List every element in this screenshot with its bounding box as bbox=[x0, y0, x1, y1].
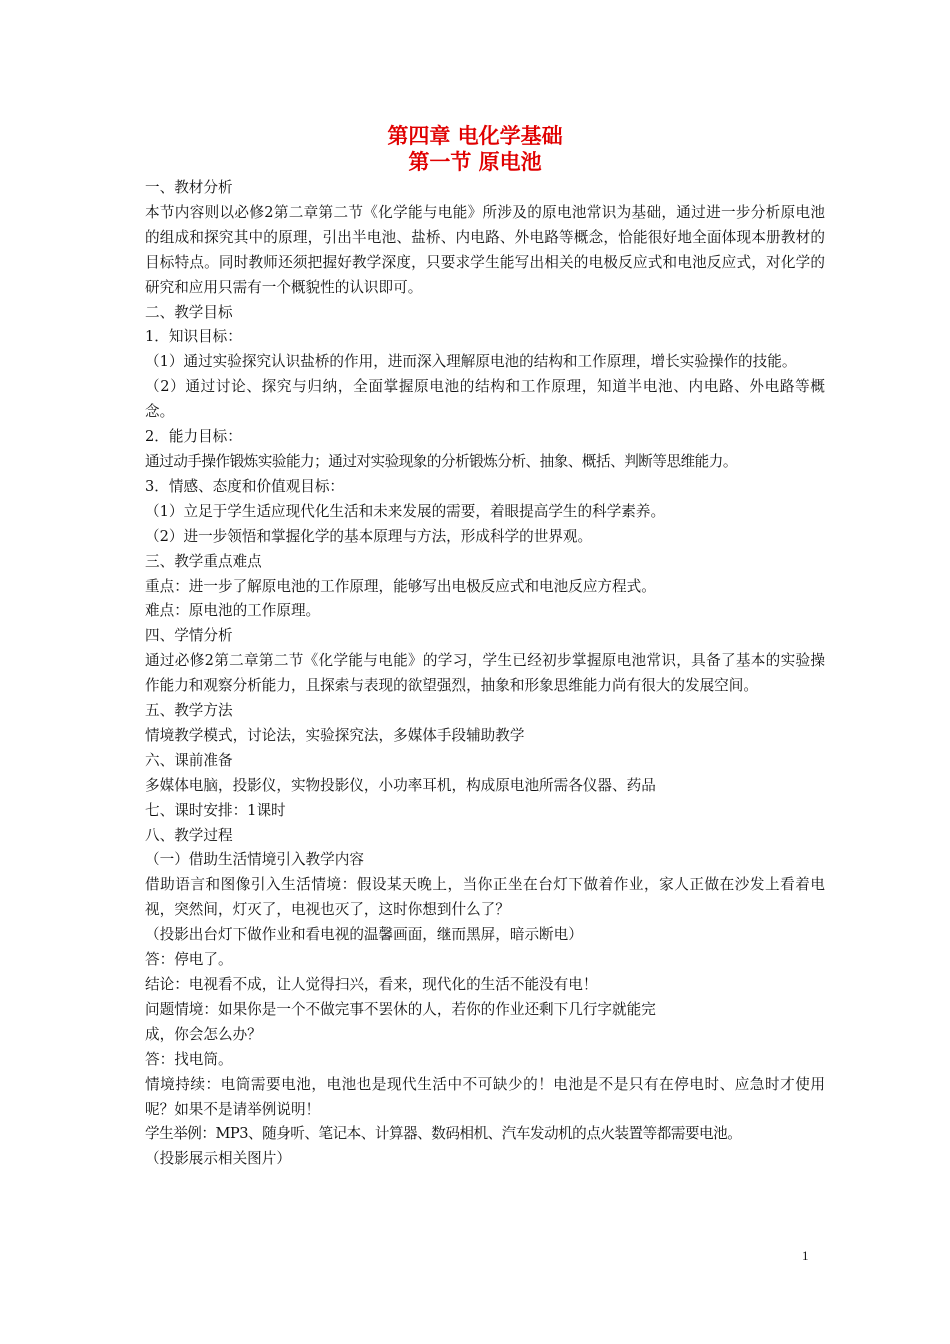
paragraph: 一、教材分析 bbox=[145, 179, 233, 196]
section-title: 第一节 原电池 bbox=[408, 150, 542, 174]
paragraph: 借助语言和图像引入生活情境：假设某天晚上，当你正坐在台灯下做着作业，家人正做在沙发上看着电视，突然间，灯灭了，电视也灭了，这时你想到什么了？ bbox=[145, 876, 825, 919]
paragraph: 通过动手操作锻炼实验能力；通过对实验现象的分析锻炼分析、抽象、概括、判断等思维能力。 bbox=[145, 452, 737, 470]
paragraph: 学生举例：MP3、随身听、笔记本、计算器、数码相机、汽车发动机的点火装置等都需要电池。 bbox=[145, 1125, 742, 1143]
paragraph: 问题情境：如果你是一个不做完事不罢休的人，若你的作业还剩下几行字就能完 bbox=[145, 1000, 656, 1018]
paragraph: 1．知识目标： bbox=[145, 328, 242, 346]
paragraph: 答：停电了。 bbox=[145, 951, 233, 969]
paragraph: 多媒体电脑，投影仪，实物投影仪，小功率耳机，构成原电池所需各仪器、药品 bbox=[145, 776, 656, 794]
page-number: 1 bbox=[802, 1248, 809, 1263]
paragraph: （投影出台灯下做作业和看电视的温馨画面，继而黑屏，暗示断电） bbox=[145, 926, 583, 944]
paragraph: 难点：原电池的工作原理。 bbox=[145, 602, 321, 620]
paragraph: （投影展示相关图片） bbox=[145, 1150, 291, 1168]
paragraph: 2．能力目标： bbox=[145, 428, 242, 446]
paragraph: 情境教学模式，讨论法，实验探究法，多媒体手段辅助教学 bbox=[145, 726, 525, 744]
paragraph: 结论：电视看不成，让人觉得扫兴，看来，现代化的生活不能没有电！ bbox=[145, 976, 598, 993]
paragraph: 八、教学过程 bbox=[145, 826, 233, 844]
body-text bbox=[145, 176, 825, 1172]
paragraph: （2）进一步领悟和掌握化学的基本原理与方法，形成科学的世界观。 bbox=[145, 527, 593, 545]
paragraph: 四、学情分析 bbox=[145, 627, 233, 645]
paragraph: （1）通过实验探究认识盐桥的作用，进而深入理解原电池的结构和工作原理，增长实验操作的技能。 bbox=[145, 353, 797, 371]
paragraph: 本节内容则以必修2第二章第二节《化学能与电能》所涉及的原电池常识为基础，通过进一步分析原电池的组成和探究其中的原理，引出半电池、盐桥、内电路、外电路等概念，恰能很好地全面体现本册教材的目标特点。同时教师还须把握好教学深度，只要求学生能写出相关的电极反应式和电池反应式，对化学的研究和应用只需有一个概貌性的认识即可。 bbox=[145, 203, 825, 296]
paragraph: 3．情感、态度和价值观目标： bbox=[145, 477, 345, 495]
paragraph: （1）立足于学生适应现代化生活和未来发展的需要，着眼提高学生的科学素养。 bbox=[145, 502, 666, 520]
paragraph: 通过必修2第二章第二节《化学能与电能》的学习，学生已经初步掌握原电池常识，具备了基本的实验操作能力和观察分析能力，且探索与表现的欲望强烈，抽象和形象思维能力尚有很大的发展空间。 bbox=[145, 652, 825, 695]
paragraph: 重点：进一步了解原电池的工作原理，能够写出电极反应式和电池反应方程式。 bbox=[145, 577, 656, 595]
paragraph: （2）通过讨论、探究与归纳，全面掌握原电池的结构和工作原理，知道半电池、内电路、外电路等概念。 bbox=[145, 378, 825, 421]
paragraph: 答：找电筒。 bbox=[145, 1050, 233, 1068]
paragraph: 七、课时安排：1课时 bbox=[145, 801, 286, 819]
paragraph: 六、课前准备 bbox=[145, 751, 233, 769]
paragraph: 成，你会怎么办？ bbox=[145, 1025, 262, 1043]
paragraph: 五、教学方法 bbox=[145, 702, 233, 720]
paragraph: 情境持续：电筒需要电池，电池也是现代生活中不可缺少的！电池是不是只有在停电时、应急时才使用呢？如果不是请举例说明！ bbox=[145, 1075, 825, 1118]
paragraph: 三、教学重点难点 bbox=[145, 552, 262, 570]
paragraph: 二、教学目标 bbox=[145, 303, 233, 321]
paragraph: （一）借助生活情境引入教学内容 bbox=[145, 851, 364, 869]
chapter-title: 第四章 电化学基础 bbox=[387, 124, 563, 148]
